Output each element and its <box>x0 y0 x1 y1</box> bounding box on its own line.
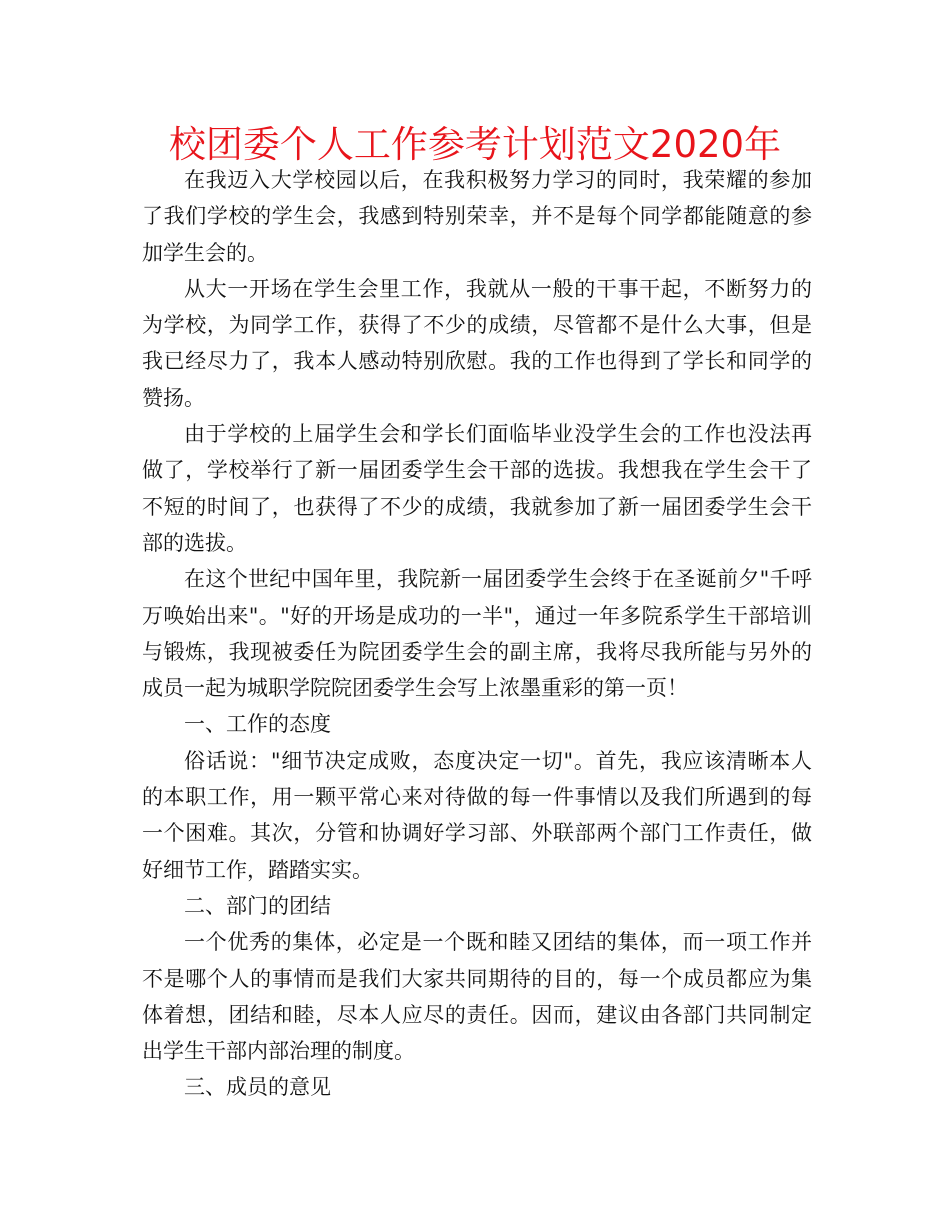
paragraph-intro: 在我迈入大学校园以后，在我积极努力学习的同时，我荣耀的参加了我们学校的学生会，我感到特别荣幸，并不是每个同学都能随意的参加学生会的。 <box>142 168 812 265</box>
section-heading-attitude: 一、工作的态度 <box>184 712 331 737</box>
section-heading-opinions: 三、成员的意见 <box>184 1075 331 1100</box>
paragraph-unity: 一个优秀的集体，必定是一个既和睦又团结的集体，而一项工作并不是哪个人的事情而是我们大家共同期待的目的，每一个成员都应为集体着想，团结和睦，尽本人应尽的责任。因而，建议由各部门共同制定出学生干部内部治理的制度。 <box>142 930 812 1064</box>
paragraph-attitude: 俗话说："细节决定成败，态度决定一切"。首先，我应该清晰本人的本职工作，用一颗平常心来对待做的每一件事情以及我们所遇到的每一个困难。其次，分管和协调好学习部、外联部两个部门工作责任，做好细节工作，踏踏实实。 <box>142 748 812 882</box>
paragraph-appointment: 在这个世纪中国年里，我院新一届团委学生会终于在圣诞前夕"千呼万唤始出来"。"好的开场是成功的一半"，通过一年多院系学生干部培训与锻炼，我现被委任为院团委学生会的副主席，我将尽我所能与另外的成员一起为城职学院院团委学生会写上浓墨重彩的第一页！ <box>142 567 812 701</box>
paragraph-election: 由于学校的上届学生会和学长们面临毕业没学生会的工作也没法再做了，学校举行了新一届团委学生会干部的选拔。我想我在学生会干了不短的时间了，也获得了不少的成绩，我就参加了新一届团委学生会干部的选拔。 <box>142 422 812 555</box>
document-body <box>142 162 812 1106</box>
document-title: 校团委个人工作参考计划范文2020年 <box>168 123 782 166</box>
paragraph-work-experience: 从大一开场在学生会里工作，我就从一般的干事干起，不断努力的为学校，为同学工作，获得了不少的成绩，尽管都不是什么大事，但是我已经尽力了，我本人感动特别欣慰。我的工作也得到了学长和同学的赞扬。 <box>142 276 812 410</box>
section-heading-unity: 二、部门的团结 <box>184 893 331 918</box>
